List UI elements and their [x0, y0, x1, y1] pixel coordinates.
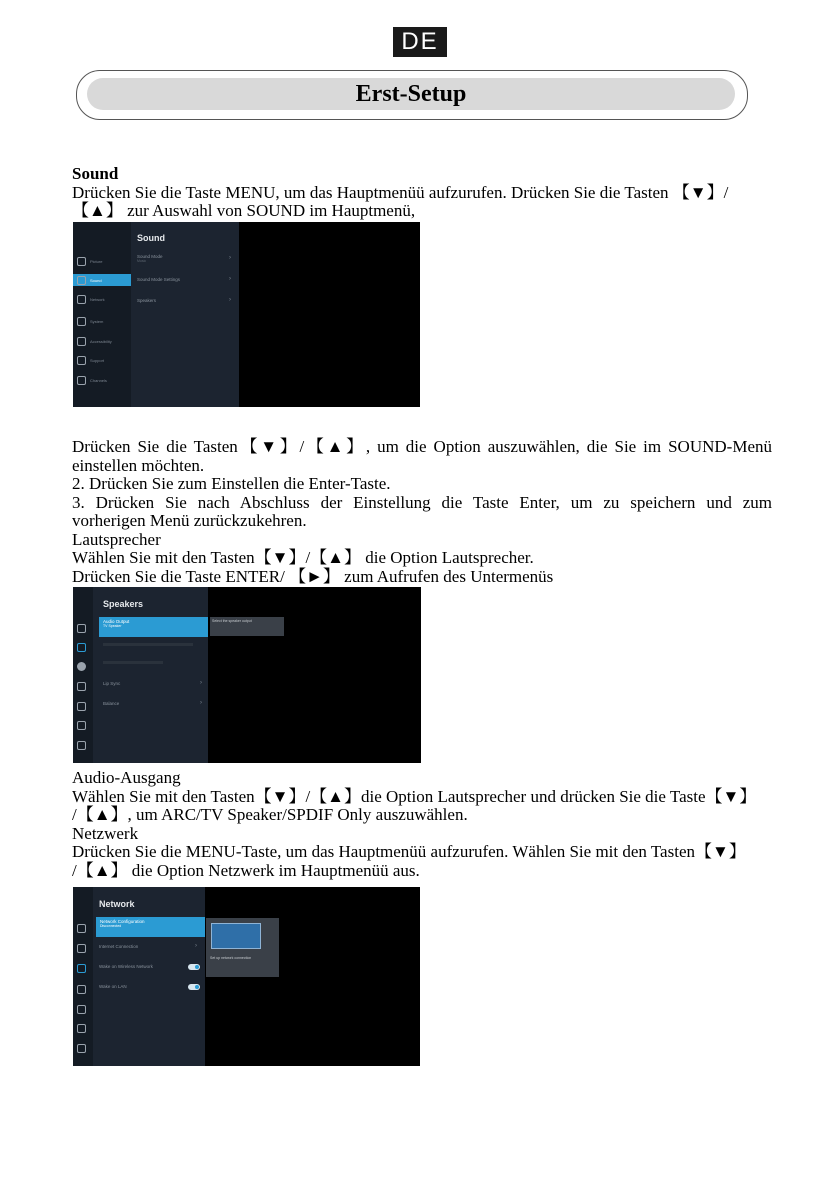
sound-options-paragraph [72, 438, 772, 586]
channels-icon [77, 741, 86, 750]
sound-panel [131, 222, 239, 407]
tv-sidebar [73, 887, 93, 1066]
sidebar-item-accessibility [77, 700, 90, 712]
sidebar-item-support: Support [77, 354, 104, 366]
sidebar-item-picture: Picture [77, 255, 102, 267]
channels-icon [77, 376, 86, 385]
panel-title: Network [99, 899, 135, 909]
toggle-switch [188, 984, 200, 990]
network-preview-card [206, 918, 279, 977]
network-preview-image [211, 923, 261, 949]
sidebar-item-network [77, 962, 90, 974]
menu-item-network-configuration: Network Configuration Disconnected [96, 917, 205, 937]
network-instruction-1: Drücken Sie die MENU-Taste, um das Hauptmenüü aufzurufen. Wählen Sie mit den Tasten【▼】 [72, 842, 746, 861]
speakers-panel [93, 587, 208, 763]
support-icon [77, 356, 86, 365]
chevron-right-icon: › [195, 943, 197, 949]
sidebar-item-picture [77, 922, 90, 934]
audio-heading: Audio-Ausgang [72, 768, 181, 787]
network-icon [77, 964, 86, 973]
sound-option-text-5: vorherigen Menü zurückzukehren. [72, 511, 307, 530]
sound-icon [77, 643, 86, 652]
system-icon [77, 985, 86, 994]
sidebar-item-channels [77, 739, 90, 751]
sidebar-item-system: System [77, 315, 103, 327]
menu-item-balance: Balance [103, 701, 120, 706]
help-tooltip: Select the speaker output [210, 617, 284, 636]
sidebar-item-network [77, 660, 90, 672]
sound-icon [77, 276, 86, 285]
network-icon [77, 662, 86, 671]
sidebar-item-sound [77, 641, 90, 653]
chevron-right-icon: › [200, 680, 202, 686]
sidebar-item-channels [77, 1042, 90, 1054]
accessibility-icon [77, 702, 86, 711]
sidebar-item-network: Network [77, 293, 105, 305]
menu-item-wake-on-lan: Wake on LAN [99, 984, 127, 989]
page-title: Erst-Setup [87, 78, 735, 110]
disabled-item [103, 643, 193, 646]
menu-item-wake-on-wireless: Wake on Wireless Network [99, 964, 153, 969]
panel-title: Sound [137, 233, 165, 243]
panel-title: Speakers [103, 599, 144, 609]
sound-option-text-4: 3. Drücken Sie nach Abschluss der Einstellung die Taste Enter, um zu speichern und zum [72, 492, 772, 512]
sound-option-text-3: 2. Drücken Sie zum Einstellen die Enter-Taste. [72, 474, 391, 493]
chevron-right-icon: › [229, 255, 231, 261]
support-icon [77, 1024, 86, 1033]
sidebar-item-system [77, 680, 90, 692]
system-icon [77, 682, 86, 691]
speaker-instruction-1: Wählen Sie mit den Tasten【▼】/【▲】 die Option Lautsprecher. [72, 548, 534, 567]
section-title-banner [76, 70, 748, 120]
tv-sidebar [73, 222, 131, 407]
menu-item-sound-mode-settings: Sound Mode Settings [137, 277, 181, 282]
sidebar-item-accessibility [77, 1003, 90, 1015]
menu-item-lip-sync: Lip Sync [103, 681, 121, 686]
sidebar-item-picture [77, 622, 90, 634]
sound-icon [77, 944, 86, 953]
audio-network-section [72, 769, 772, 880]
chevron-right-icon: › [229, 297, 231, 303]
channels-icon [77, 1044, 86, 1053]
sound-option-text-2: einstellen möchten. [72, 455, 205, 475]
speaker-instruction-2: Drücken Sie die Taste ENTER/ 【►】 zum Aufrufen des Untermenüs [72, 566, 554, 586]
sound-instruction-1: Drücken Sie die Taste MENU, um das Hauptmenüü aufzurufen. Drücken Sie die Tasten 【▼】/ [72, 182, 729, 202]
sidebar-item-sound: Sound [73, 274, 131, 286]
picture-icon [77, 624, 86, 633]
menu-item-speakers: Speakers [137, 298, 157, 303]
speakers-menu-screenshot [73, 587, 421, 763]
sidebar-item-support [77, 1022, 90, 1034]
picture-icon [77, 924, 86, 933]
sound-heading: Sound [72, 164, 119, 183]
sidebar-item-system [77, 983, 90, 995]
sidebar-item-support [77, 719, 90, 731]
tv-sidebar [73, 587, 93, 763]
picture-icon [77, 257, 86, 266]
accessibility-icon [77, 337, 86, 346]
sound-option-text-1: Drücken Sie die Tasten【▼】/【▲】, um die Option auszuwählen, die Sie im SOUND-Menü [72, 437, 772, 456]
system-icon [77, 317, 86, 326]
sidebar-item-channels: Channels [77, 374, 107, 386]
menu-item-sound-mode: Sound Mode Music [137, 254, 163, 263]
support-icon [77, 721, 86, 730]
network-instruction-2: /【▲】 die Option Netzwerk im Hauptmenüü aus. [72, 860, 420, 880]
sidebar-item-accessibility: Accessibility [77, 335, 112, 347]
toggle-switch [188, 964, 200, 970]
language-badge: DE [393, 27, 447, 57]
speaker-heading: Lautsprecher [72, 529, 161, 549]
chevron-right-icon: › [200, 700, 202, 706]
accessibility-icon [77, 1005, 86, 1014]
audio-instruction-2: /【▲】, um ARC/TV Speaker/SPDIF Only auszuwählen. [72, 805, 468, 824]
sound-section [72, 165, 772, 221]
help-tooltip: Set up network connection [210, 956, 252, 960]
audio-instruction-1: Wählen Sie mit den Tasten【▼】/【▲】die Option Lautsprecher und drücken Sie die Taste【▼】 [72, 786, 757, 806]
disabled-item [103, 661, 163, 664]
menu-item-audio-output: Audio Output TV Speaker [99, 617, 208, 637]
sidebar-item-sound [77, 942, 90, 954]
network-heading: Netzwerk [72, 823, 139, 843]
network-panel [93, 887, 205, 1066]
menu-item-internet-connection: Internet Connection [99, 944, 139, 949]
sound-instruction-2: 【▲】 zur Auswahl von SOUND im Hauptmenü, [72, 201, 416, 220]
network-icon [77, 295, 86, 304]
network-menu-screenshot [73, 887, 420, 1066]
chevron-right-icon: › [229, 276, 231, 282]
sound-menu-screenshot [73, 222, 420, 407]
